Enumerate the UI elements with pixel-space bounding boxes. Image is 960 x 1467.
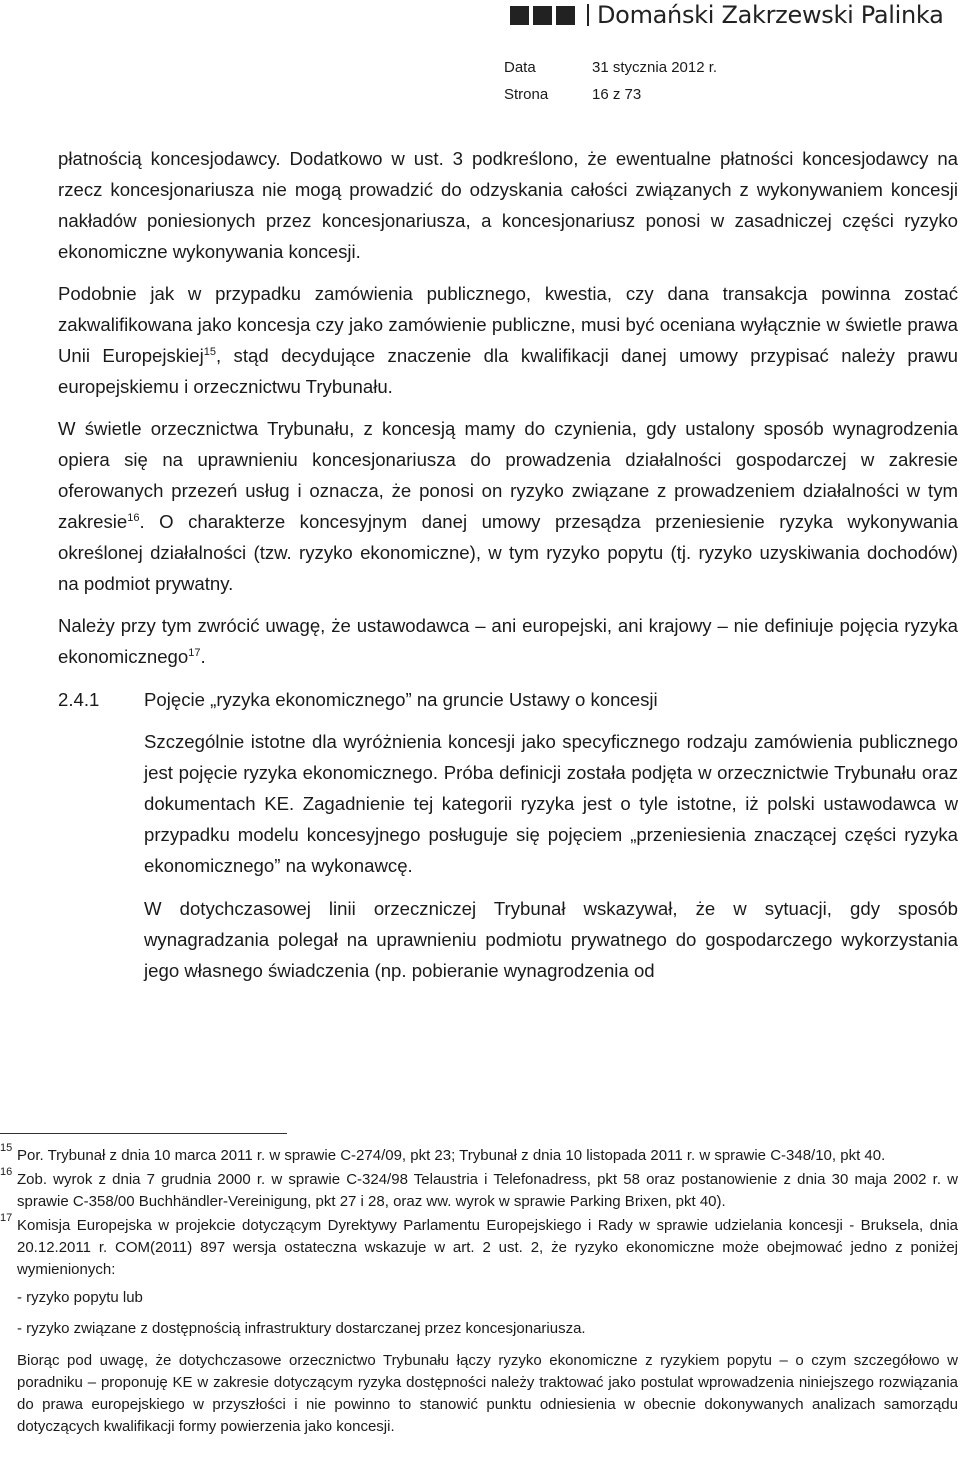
paragraph-text: . O charakterze koncesyjnym danej umowy przesądza przeniesienie ryzyka wykonywania określonej działalności (tzw. ryzyko ekonomiczne), w tym ryzyko popytu (tj. ryzyko uzyskiwania dochodów) na podmiot prywatny. xyxy=(58,511,958,594)
footnote-ref[interactable]: 17 xyxy=(188,647,201,659)
date-value: 31 stycznia 2012 r. xyxy=(592,59,718,76)
footnote-ref[interactable]: 15 xyxy=(203,346,216,358)
footnote-number: 15 xyxy=(0,1142,13,1154)
date-label: Data xyxy=(504,59,536,76)
page-number: 16 z 73 xyxy=(592,86,642,103)
footnote-text: Zob. wyrok z dnia 7 grudnia 2000 r. w sprawie C-324/98 Telaustria i Telefonadress, pkt 58 oraz postanowienie z dnia 30 maja 2002 r. w sprawie C-358/00 Buchhändler-Vereinigung, pkt 27 i 28, oraz ww. wyrok w sprawie Parking Brixen, pkt 40). xyxy=(17,1171,958,1210)
footnote xyxy=(0,1142,958,1167)
footnote-text: Por. Trybunał z dnia 10 marca 2011 r. w sprawie C-274/09, pkt 23; Trybunał z dnia 10 listopada 2011 r. w sprawie C-348/10, pkt 40. xyxy=(17,1147,886,1164)
paragraph-text: Należy przy tym zwrócić uwagę, że ustawodawca – ani europejski, ani krajowy – nie definiuje pojęcia ryzyka ekonomicznego xyxy=(58,615,958,667)
footnotes xyxy=(0,1142,958,1438)
paragraph xyxy=(58,610,958,672)
footnote-number: 16 xyxy=(0,1166,13,1178)
logo-square-icon xyxy=(510,6,529,25)
paragraph: Szczególnie istotne dla wyróżnienia koncesji jako specyficznego rodzaju zamówienia publicznego jest pojęcie ryzyka ekonomicznego. Próba definicji została podjęta w orzecznictwie Trybunału oraz dokumentach KE. Zagadnienie tej kategorii ryzyka jest o tyle istotne, iż polski ustawodawca w przypadku modelu koncesyjnego posługuje się pojęciem „przeniesienia znaczącej części ryzyka ekonomicznego” na wykonawcę. xyxy=(144,731,958,876)
footnote-ref[interactable]: 16 xyxy=(127,512,140,524)
footnote-separator xyxy=(0,1133,287,1134)
paragraph xyxy=(58,278,958,402)
footnote-text: Komisja Europejska w projekcie dotyczącym Dyrektywy Parlamentu Europejskiego i Rady w sprawie udzielania koncesji - Bruksela, dnia 20.12.2011 r. COM(2011) 897 wersja ostateczna wskazuje w art. 2 ust. 2, że ryzyko ekonomiczne może obejmować jedno z poniżej wymienionych: xyxy=(17,1217,958,1278)
section-title: Pojęcie „ryzyka ekonomicznego” na gruncie Ustawy o koncesji xyxy=(144,689,658,710)
paragraph: W dotychczasowej linii orzeczniczej Trybunał wskazywał, że w sytuacji, gdy sposób wynagradzania polegał na uprawnieniu podmiotu prywatnego do gospodarczego wykorzystania jego własnego świadczenia (np. pobieranie wynagrodzenia od xyxy=(144,898,958,981)
footnote xyxy=(0,1212,958,1281)
paragraph xyxy=(58,413,958,599)
company-logo xyxy=(510,3,944,27)
paragraph-text: W świetle orzecznictwa Trybunału, z koncesją mamy do czynienia, gdy ustalony sposób wynagrodzenia opiera się na uprawnieniu koncesjonariusza do prowadzenia działalności gospodarczej w zakresie oferowanych przezeń usług i oznacza, że ponosi on ryzyko związane z prowadzeniem działalności w tym zakresie xyxy=(58,418,958,532)
logo-divider xyxy=(587,4,589,26)
footnote-paragraph: Biorąc pod uwagę, że dotychczasowe orzecznictwo Trybunału łączy ryzyko ekonomiczne z ryzykiem popytu – o czym szczegółowo w poradniku – proponuję KE w zakresie dotyczącym ryzyka dostępności należy traktować jako postulat wprowadzenia niniejszego rozwiązania do prawa europejskiego w przyszłości i nie powinno to stanowić punktu odniesienia w obecnie dokonywanych analizach samorządu dotyczących kwalifikacji formy powierzenia jako koncesji. xyxy=(17,1352,958,1435)
footnote-list-item: - ryzyko związane z dostępnością infrastruktury dostarczanej przez koncesjonariusza. xyxy=(17,1320,586,1337)
section-content xyxy=(144,726,958,986)
section-heading xyxy=(58,684,958,715)
paragraph-text: . xyxy=(200,646,206,667)
section-number: 2.4.1 xyxy=(58,689,100,710)
logo-text: Domański Zakrzewski Palinka xyxy=(597,1,944,29)
logo-square-icon xyxy=(556,6,575,25)
logo-square-icon xyxy=(533,6,552,25)
paragraph-text: Podobnie jak w przypadku zamówienia publicznego, kwestia, czy dana transakcja powinna zostać zakwalifikowana jako koncesja czy jako zamówienie publiczne, musi być oceniana wyłącznie w świetle prawa Unii Europejskiej xyxy=(58,283,958,366)
document-body xyxy=(58,143,958,998)
footnote-number: 17 xyxy=(0,1212,13,1224)
footnote-list-item: - ryzyko popytu lub xyxy=(17,1289,143,1306)
paragraph: płatnością koncesjodawcy. Dodatkowo w ust. 3 podkreślono, że ewentualne płatności koncesjodawcy na rzecz koncesjonariusza nie mogą prowadzić do odzyskania całości związanych z wykonywaniem koncesji nakładów poniesionych przez koncesjonariusza, a koncesjonariusz ponosi w zasadniczej części ryzyko ekonomiczne wykonywania koncesji. xyxy=(58,148,958,262)
paragraph-text: , stąd decydujące znaczenie dla kwalifikacji danej umowy przypisać należy prawu europejskiemu i orzecznictwu Trybunału. xyxy=(58,345,958,397)
page-label: Strona xyxy=(504,86,549,103)
footnote xyxy=(0,1166,958,1213)
